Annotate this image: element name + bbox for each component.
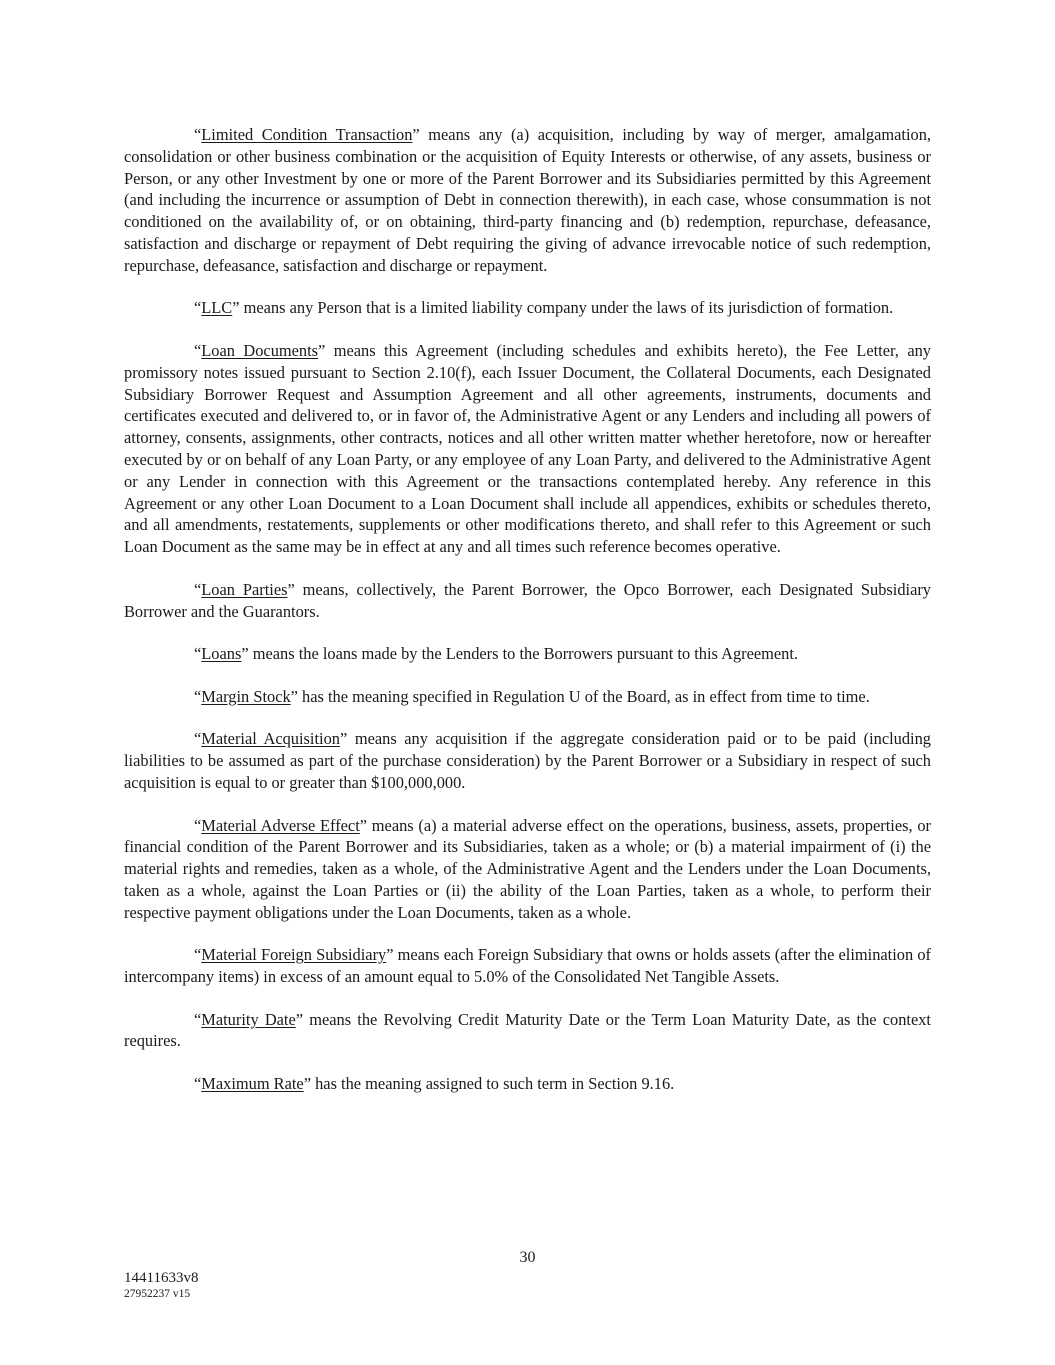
definition-text: means each Foreign Subsidiary that owns or holds assets (after the elimination of intercompany items) in excess of an amount equal to 5.0% of the Consolidated Net Tangible Assets. xyxy=(124,945,931,987)
defined-term: LLC xyxy=(201,298,233,318)
definition-text: means the Revolving Credit Maturity Date or the Term Loan Maturity Date, as the context requires. xyxy=(124,1009,931,1051)
definition-loan-parties: “Loan Parties” means, collectively, the Parent Borrower, the Opco Borrower, each Designated Subsidiary Borrower and the Guarantors. xyxy=(124,579,932,621)
definition-text: has the meaning assigned to such term in Section 9.16. xyxy=(311,1074,675,1094)
document-id-secondary: 27952237 v15 xyxy=(124,1288,191,1300)
document-body xyxy=(124,124,931,1116)
definition-text: has the meaning specified in Regulation U of the Board, as in effect from time to time. xyxy=(297,686,870,706)
defined-term: Material Foreign Subsidiary xyxy=(201,945,387,965)
defined-term: Loans xyxy=(201,644,242,664)
definition-material-acquisition: “Material Acquisition” means any acquisition if the aggregate consideration paid or to be paid (including liabilities to be assumed as part of the purchase consideration) by the Parent Borrower or a Subsidiary in respect of such acquisition is equal to or greater than $100,000,000. xyxy=(124,729,931,792)
defined-term: Maturity Date xyxy=(201,1009,296,1029)
defined-term: Loan Parties xyxy=(201,579,288,599)
definition-material-adverse-effect: “Material Adverse Effect” means (a) a material adverse effect on the operations, business, assets, properties, or financial condition of the Parent Borrower and its Subsidiaries, taken as a whole; or (b) a material impairment of (i) the material rights and remedies, taken as a whole, of the Administrative Agent and the Lenders under the Loan Documents, taken as a whole, against the Loan Parties or (ii) the ability of the Loan Parties, taken as a whole, to perform their respective payment obligations under the Loan Documents, taken as a whole. xyxy=(124,815,931,922)
definition-text: means any Person that is a limited liability company under the laws of its jurisdiction of formation. xyxy=(239,298,894,318)
defined-term: Limited Condition Transaction xyxy=(201,125,413,144)
defined-term: Material Adverse Effect xyxy=(201,815,360,835)
definition-text: means any acquisition if the aggregate consideration paid or to be paid (including liabilities to be assumed as part of the purchase consideration) by the Parent Borrower or a Subsidiary in respect of such acquisition is equal to or greater than $100,000,000. xyxy=(124,729,931,792)
definition-text: means (a) a material adverse effect on the operations, business, assets, properties, or financial condition of the Parent Borrower and its Subsidiaries, taken as a whole; or (b) a material impairment of (i) the material rights and remedies, taken as a whole, of the Administrative Agent and the Lenders under the Loan Documents, taken as a whole, against the Loan Parties or (ii) the ability of the Loan Parties, taken as a whole, to perform their respective payment obligations under the Loan Documents, taken as a whole. xyxy=(124,815,931,922)
definition-maximum-rate: “Maximum Rate” has the meaning assigned to such term in Section 9.16. xyxy=(194,1074,675,1094)
defined-term: Margin Stock xyxy=(201,686,291,706)
document-id-primary: 14411633v8 xyxy=(124,1270,199,1286)
page-number: 30 xyxy=(519,1249,536,1266)
definition-text: means the loans made by the Lenders to the Borrowers pursuant to this Agreement. xyxy=(248,644,799,664)
defined-term: Material Acquisition xyxy=(201,729,340,749)
definition-loans: “Loans” means the loans made by the Lenders to the Borrowers pursuant to this Agreement. xyxy=(194,644,799,664)
definition-text: means this Agreement (including schedules and exhibits hereto), the Fee Letter, any promissory notes issued pursuant to Section 2.10(f), each Issuer Document, the Collateral Documents, each Designated Subsidiary Borrower Request and Assumption Agreement and all other agreements, instruments, documents and certificates executed and delivered to, or in favor of, the Administrative Agent or any Lenders and including all powers of attorney, consents, assignments, other contracts, notices and all other written matter whether heretofore, now or hereafter executed by or on behalf of any Loan Party, or any employee of any Loan Party, and delivered to the Administrative Agent or any Lender in connection with this Agreement or the transactions contemplated hereby. Any reference in this Agreement or any other Loan Document to a Loan Document shall include all appendices, exhibits or schedules thereto, and all amendments, restatements, supplements or other modifications thereto, and shall refer to this Agreement or such Loan Document as the same may be in effect at any and all times such reference becomes operative. xyxy=(124,340,931,557)
definition-llc: “LLC” means any Person that is a limited liability company under the laws of its jurisdiction of formation. xyxy=(194,298,894,318)
definition-text: means, collectively, the Parent Borrower, the Opco Borrower, each Designated Subsidiary Borrower and the Guarantors. xyxy=(124,579,932,621)
definition-margin-stock: “Margin Stock” has the meaning specified in Regulation U of the Board, as in effect from time to time. xyxy=(194,686,870,706)
definition-limited-condition-transaction: “Limited Condition Transaction” means any (a) acquisition, including by way of merger, amalgamation, consolidation or other business combination or the acquisition of Equity Interests or otherwise, of any assets, business or Person, or any other Investment by one or more of the Parent Borrower and its Subsidiaries permitted by this Agreement (and including the incurrence or assumption of Debt in connection therewith), in each case, whose consummation is not conditioned on the availability of, or on obtaining, third-party financing and (b) redemption, repurchase, defeasance, satisfaction and discharge or repayment of Debt requiring the giving of advance irrevocable notice of such redemption, repurchase, defeasance, satisfaction and discharge or repayment. xyxy=(124,125,931,275)
definition-maturity-date: “Maturity Date” means the Revolving Credit Maturity Date or the Term Loan Maturity Date, as the context requires. xyxy=(124,1009,931,1051)
definition-text: means any (a) acquisition, including by way of merger, amalgamation, consolidation or other business combination or the acquisition of Equity Interests or otherwise, of any assets, business or Person, or any other Investment by one or more of the Parent Borrower and its Subsidiaries permitted by this Agreement (and including the incurrence or assumption of Debt in connection therewith), in each case, whose consummation is not conditioned on the availability of, or on obtaining, third-party financing and (b) redemption, repurchase, defeasance, satisfaction and discharge or repayment of Debt requiring the giving of advance irrevocable notice of such redemption, repurchase, defeasance, satisfaction and discharge or repayment. xyxy=(124,125,931,275)
defined-term: Maximum Rate xyxy=(201,1074,304,1094)
defined-term: Loan Documents xyxy=(201,340,319,360)
definition-loan-documents: “Loan Documents” means this Agreement (including schedules and exhibits hereto), the Fee Letter, any promissory notes issued pursuant to Section 2.10(f), each Issuer Document, the Collateral Documents, each Designated Subsidiary Borrower Request and Assumption Agreement and all other agreements, instruments, documents and certificates executed and delivered to, or in favor of, the Administrative Agent or any Lenders and including all powers of attorney, consents, assignments, other contracts, notices and all other written matter whether heretofore, now or hereafter executed by or on behalf of any Loan Party, or any employee of any Loan Party, and delivered to the Administrative Agent or any Lender in connection with this Agreement or the transactions contemplated hereby. Any reference in this Agreement or any other Loan Document to a Loan Document shall include all appendices, exhibits or schedules thereto, and all amendments, restatements, supplements or other modifications thereto, and shall refer to this Agreement or such Loan Document as the same may be in effect at any and all times such reference becomes operative. xyxy=(124,340,931,557)
definition-material-foreign-subsidiary: “Material Foreign Subsidiary” means each Foreign Subsidiary that owns or holds assets (after the elimination of intercompany items) in excess of an amount equal to 5.0% of the Consolidated Net Tangible Assets. xyxy=(124,945,931,987)
